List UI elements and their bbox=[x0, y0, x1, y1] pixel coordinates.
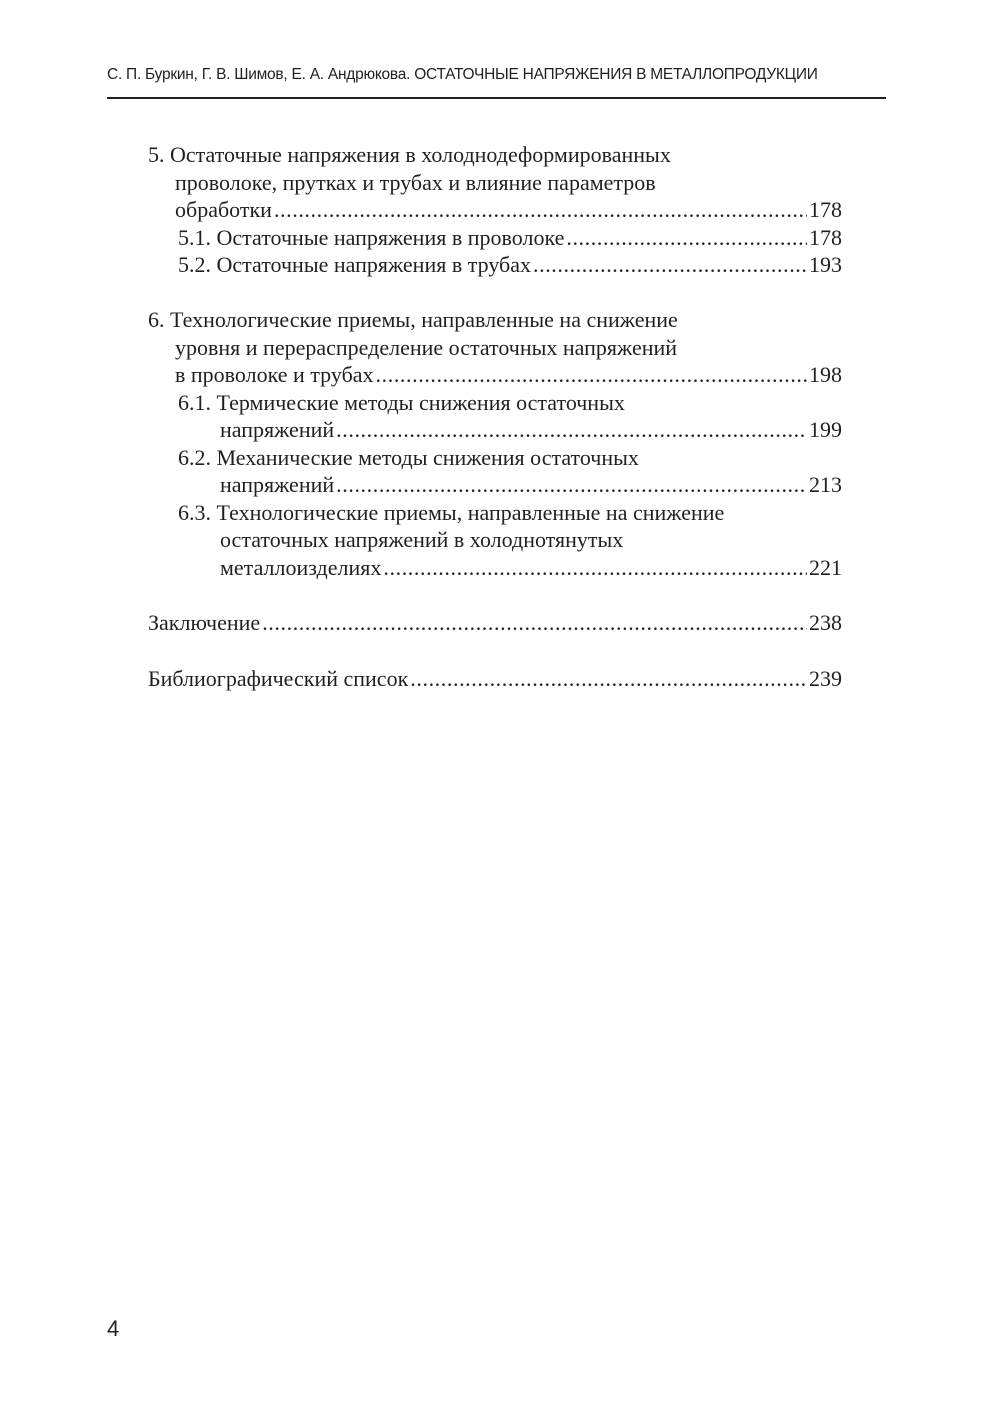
header-divider bbox=[107, 97, 886, 99]
toc-section-6-2-title-line-1: 6.2. Механические методы снижения остаточных bbox=[178, 444, 639, 470]
toc-page-number: 199 bbox=[809, 417, 842, 442]
toc-entry-title: обработки bbox=[175, 197, 272, 222]
toc-page-number: 178 bbox=[809, 197, 842, 222]
toc-entry[interactable] bbox=[148, 224, 842, 252]
toc-entry[interactable] bbox=[148, 416, 842, 444]
toc-entry-title: Заключение bbox=[148, 609, 261, 635]
leader-dots bbox=[376, 361, 807, 389]
toc-entry-title: 5.2. Остаточные напряжения в трубах bbox=[178, 252, 531, 277]
toc-page-number: 198 bbox=[809, 362, 842, 387]
toc-entry-conclusion[interactable] bbox=[148, 609, 842, 637]
toc-chapter-6 bbox=[148, 306, 842, 581]
toc-page-number: 178 bbox=[809, 224, 842, 250]
leader-dots bbox=[336, 471, 807, 499]
toc-entry[interactable] bbox=[148, 361, 842, 389]
toc-page-number: 239 bbox=[809, 665, 842, 691]
toc-page-number: 221 bbox=[809, 554, 842, 580]
leader-dots bbox=[383, 554, 807, 582]
toc-page-number: 193 bbox=[809, 252, 842, 277]
leader-dots bbox=[336, 416, 807, 444]
toc-entry-title: в проволоке и трубах bbox=[175, 362, 374, 387]
toc-entry[interactable] bbox=[148, 196, 842, 224]
toc-chapter-6-title-line-2: уровня и перераспределение остаточных напряжений bbox=[175, 334, 678, 360]
toc-section-6-3-title-line-2: остаточных напряжений в холоднотянутых bbox=[220, 527, 624, 552]
toc-chapter-6-title-line-1: 6. Технологические приемы, направленные на снижение bbox=[148, 307, 678, 332]
toc-entry[interactable] bbox=[148, 554, 842, 582]
toc-chapter-5 bbox=[148, 141, 842, 279]
toc-page-number: 213 bbox=[809, 472, 842, 497]
toc-entry-title: напряжений bbox=[220, 472, 335, 497]
toc-section-6-3-title-line-1: 6.3. Технологические приемы, направленные на снижение bbox=[178, 499, 725, 525]
page-number: 4 bbox=[107, 1316, 120, 1341]
running-header: С. П. Буркин, Г. В. Шимов, Е. А. Андрюкова. ОСТАТОЧНЫЕ НАПРЯЖЕНИЯ В МЕТАЛЛОПРОДУКЦИИ bbox=[107, 66, 818, 83]
toc-entry[interactable] bbox=[148, 471, 842, 499]
leader-dots bbox=[274, 196, 807, 224]
toc-chapter-5-title-line-2: проволоке, прутках и трубах и влияние параметров bbox=[175, 169, 656, 195]
toc-entry[interactable] bbox=[148, 251, 842, 279]
toc-entry-title: металлоизделиях bbox=[220, 554, 382, 580]
toc-entry-title: 5.1. Остаточные напряжения в проволоке bbox=[178, 224, 565, 250]
leader-dots bbox=[262, 609, 807, 637]
toc-entry-bibliography[interactable] bbox=[148, 665, 842, 693]
table-of-contents bbox=[148, 141, 842, 692]
toc-page-number: 238 bbox=[809, 609, 842, 635]
leader-dots bbox=[533, 251, 807, 279]
toc-section-6-1-title-line-1: 6.1. Термические методы снижения остаточных bbox=[178, 389, 625, 415]
leader-dots bbox=[410, 665, 807, 693]
toc-entry-title: Библиографический список bbox=[148, 665, 409, 691]
toc-entry-title: напряжений bbox=[220, 417, 335, 442]
toc-chapter-5-title-line-1: 5. Остаточные напряжения в холоднодеформированных bbox=[148, 142, 671, 167]
leader-dots bbox=[566, 224, 807, 252]
